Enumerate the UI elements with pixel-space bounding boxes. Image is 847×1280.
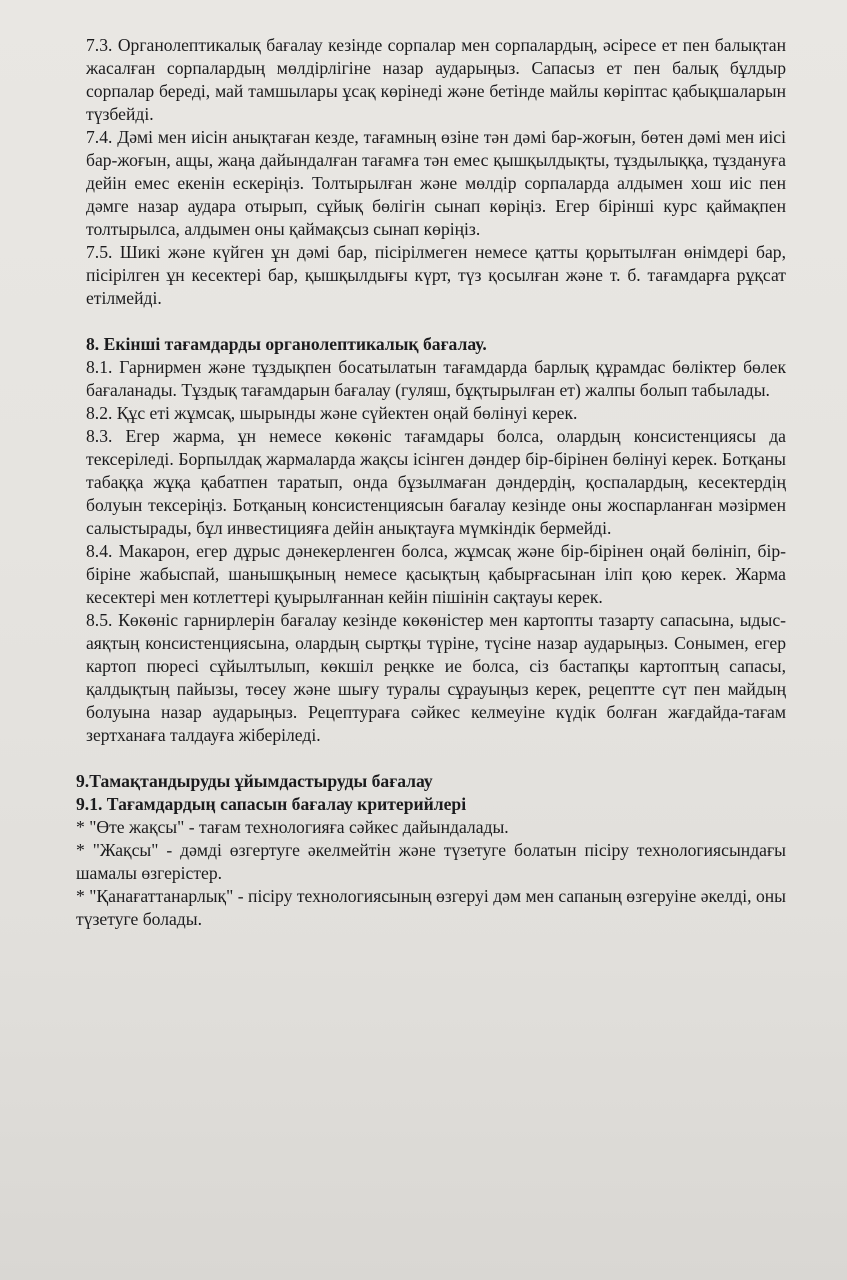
spacer — [86, 310, 786, 333]
paragraph-8-1: 8.1. Гарнирмен және тұздықпен босатылатын тағамдарда барлық құрамдас бөліктер бөлек бағаланады. Тұздық тағамдарын бағалау (гуляш, бұқтырылған ет) жалпы болып табылады. — [86, 357, 786, 400]
document-page — [76, 34, 786, 931]
section-9-1-heading: 9.1. Тағамдардың сапасын бағалау критерийлері — [76, 794, 467, 814]
paragraph-8-3: 8.3. Егер жарма, ұн немесе көкөніс тағамдары болса, олардың консистенциясы да тексеріледі. Борпылдақ жармаларда жақсы ісінген дәндер бір-бірінен бөлінуі керек. Ботқаны табаққа жұқа қабатпен таратып, онда бұзылмаған дәндердің, қоспалардың, кесектердің болуын тексеріңіз. Ботқаның консистенциясын бағалау кезінде оны жоспарланған мәзірмен салыстырады, бұл инвестицияға дейін анықтауға мүмкіндік бермейді. — [86, 426, 786, 538]
section-8-heading: 8. Екінші тағамдарды органолептикалық бағалау. — [86, 334, 487, 354]
paragraph-7-5: 7.5. Шикі және күйген ұн дәмі бар, пісірілмеген немесе қатты қорытылған өнімдері бар, пісірілген ұн кесектері бар, қышқылдығы күрт, түз қосылған және т. б. тағамдарға рұқсат етілмейді. — [86, 242, 786, 308]
criterion-satisfactory: * "Қанағаттанарлық" - пісіру технологиясының өзгеруі дәм мен сапаның өзгеруіне әкелді, оны түзетуге болады. — [76, 886, 786, 929]
spacer — [86, 747, 786, 770]
criterion-good: * "Жақсы" - дәмді өзгертуге әкелмейтін және түзетуге болатын пісіру технологиясындағы шамалы өзгерістер. — [76, 840, 786, 883]
section-9-heading: 9.Тамақтандыруды ұйымдастыруды бағалау — [76, 771, 433, 791]
paragraph-8-2: 8.2. Құс еті жұмсақ, шырынды және сүйектен оңай бөлінуі керек. — [86, 403, 578, 423]
paragraph-8-5: 8.5. Көкөніс гарнирлерін бағалау кезінде көкөністер мен картопты тазарту сапасына, ыдыс-аяқтың консистенциясына, олардың сыртқы түріне, түсіне назар аударыңыз. Сонымен, егер картоп пюресі сұйылтылып, көкшіл реңкке ие болса, сіз бастапқы картоптың сапасы, қалдықтың пайызы, төсеу және шығу туралы сұрауыңыз керек, рецептте сүт пен майдың болуына назар аударыңыз. Рецептураға сәйкес келмеуіне күдік болған жағдайда-тағам зертханаға талдауға жіберіледі. — [86, 610, 786, 745]
paragraph-7-4: 7.4. Дәмі мен иісін анықтаған кезде, тағамның өзіне тән дәмі бар-жоғын, бөтен дәмі мен иісі бар-жоғын, ащы, жаңа дайындалған тағамға тән емес қышқылдықты, тұздылыққа, тұздануға дейін емес екенін ескеріңіз. Толтырылған және мөлдір сорпаларда алдымен хош иіс пен дәмге назар аудара отырып, сұйық бөлігін сынап көріңіз. Егер бірінші курс қаймақпен толтырылса, алдымен оны қаймақсыз сынап көріңіз. — [86, 127, 786, 239]
paragraph-7-3: 7.3. Органолептикалық бағалау кезінде сорпалар мен сорпалардың, әсіресе ет пен балықтан жасалған сорпалардың мөлдірлігіне назар аударыңыз. Сапасыз ет пен балық бұлдыр сорпалар береді, май тамшылары ұсақ көрінеді және бетінде майлы көріптас қабықшаларын түзбейді. — [86, 35, 786, 124]
criterion-excellent: * "Өте жақсы" - тағам технологияға сәйкес дайындалады. — [76, 817, 509, 837]
paragraph-8-4: 8.4. Макарон, егер дұрыс дәнекерленген болса, жұмсақ және бір-бірінен оңай бөлініп, бір-біріне жабыспай, шанышқының немесе қасықтың қабырғасынан іліп қою керек. Жарма кесектері мен котлеттері қуырылғаннан кейін пішінін сақтауы керек. — [86, 541, 786, 607]
